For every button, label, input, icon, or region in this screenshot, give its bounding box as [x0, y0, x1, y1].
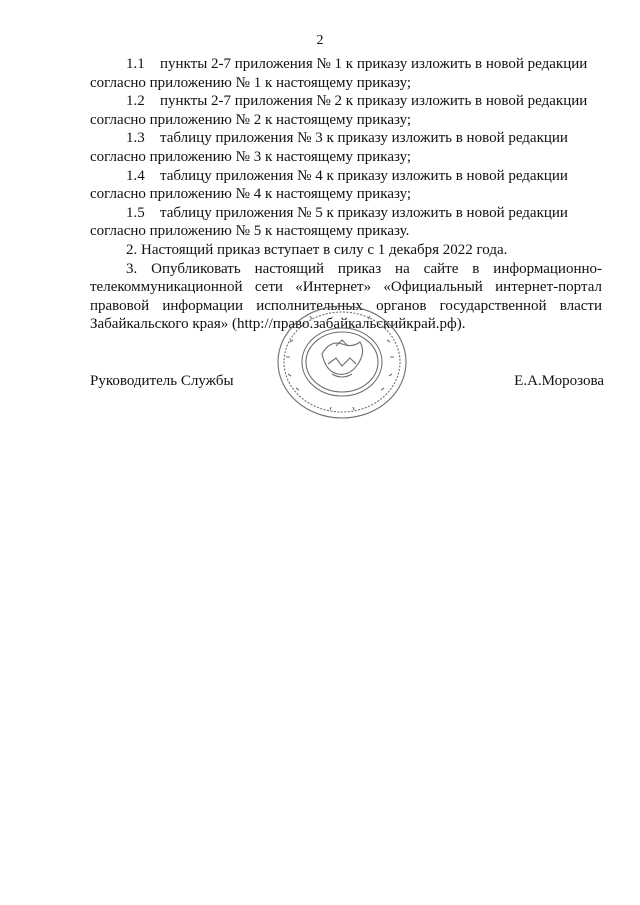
item-number: 1.5 — [126, 204, 145, 221]
item-text-line2: согласно приложению № 4 к настоящему приказу; — [90, 186, 412, 203]
signer-name: Е.А.Морозова — [514, 373, 604, 389]
list-item — [90, 167, 602, 186]
item-number: 1.4 — [126, 167, 145, 184]
item-number: 1.3 — [126, 130, 145, 147]
list-item — [90, 92, 602, 111]
list-item — [90, 55, 602, 74]
item-text-line1: таблицу приложения № 5 к приказу изложить в новой редакции — [160, 204, 568, 221]
item-text-line1: таблицу приложения № 3 к приказу изложить в новой редакции — [160, 130, 568, 147]
item-number: 1.2 — [126, 93, 145, 110]
item-number: 1.1 — [126, 56, 145, 72]
item-text-line2: согласно приложению № 5 к настоящему приказу. — [90, 223, 410, 240]
list-item — [90, 204, 602, 223]
document-body — [90, 55, 602, 334]
item-text-line2: согласно приложению № 3 к настоящему приказу; — [90, 148, 412, 165]
item-text-line1: таблицу приложения № 4 к приказу изложить в новой редакции — [160, 167, 568, 184]
item-text-line2: согласно приложению № 2 к настоящему приказу; — [90, 111, 412, 128]
list-item — [90, 129, 602, 148]
item-text-line2: согласно приложению № 1 к настоящему приказу; — [90, 74, 412, 91]
point-3-text: 3. Опубликовать настоящий приказ на сайте в информационно-телекоммуникационной сети «Интернет» «Официальный интернет-портал правовой информации исполнительных органов государственной власти Забайкальского края» (http://право.забайкальскийкрай.рф). — [90, 260, 602, 333]
page-number: 2 — [316, 33, 324, 48]
point-2-text: 2. Настоящий приказ вступает в силу с 1 декабря 2022 года. — [126, 241, 508, 258]
signer-role: Руководитель Службы — [90, 373, 234, 389]
official-seal — [270, 302, 410, 422]
item-text-line1: пункты 2-7 приложения № 2 к приказу изложить в новой редакции — [160, 93, 588, 110]
item-text-line1: пункты 2-7 приложения № 1 к приказу изложить в новой редакции — [160, 56, 588, 72]
